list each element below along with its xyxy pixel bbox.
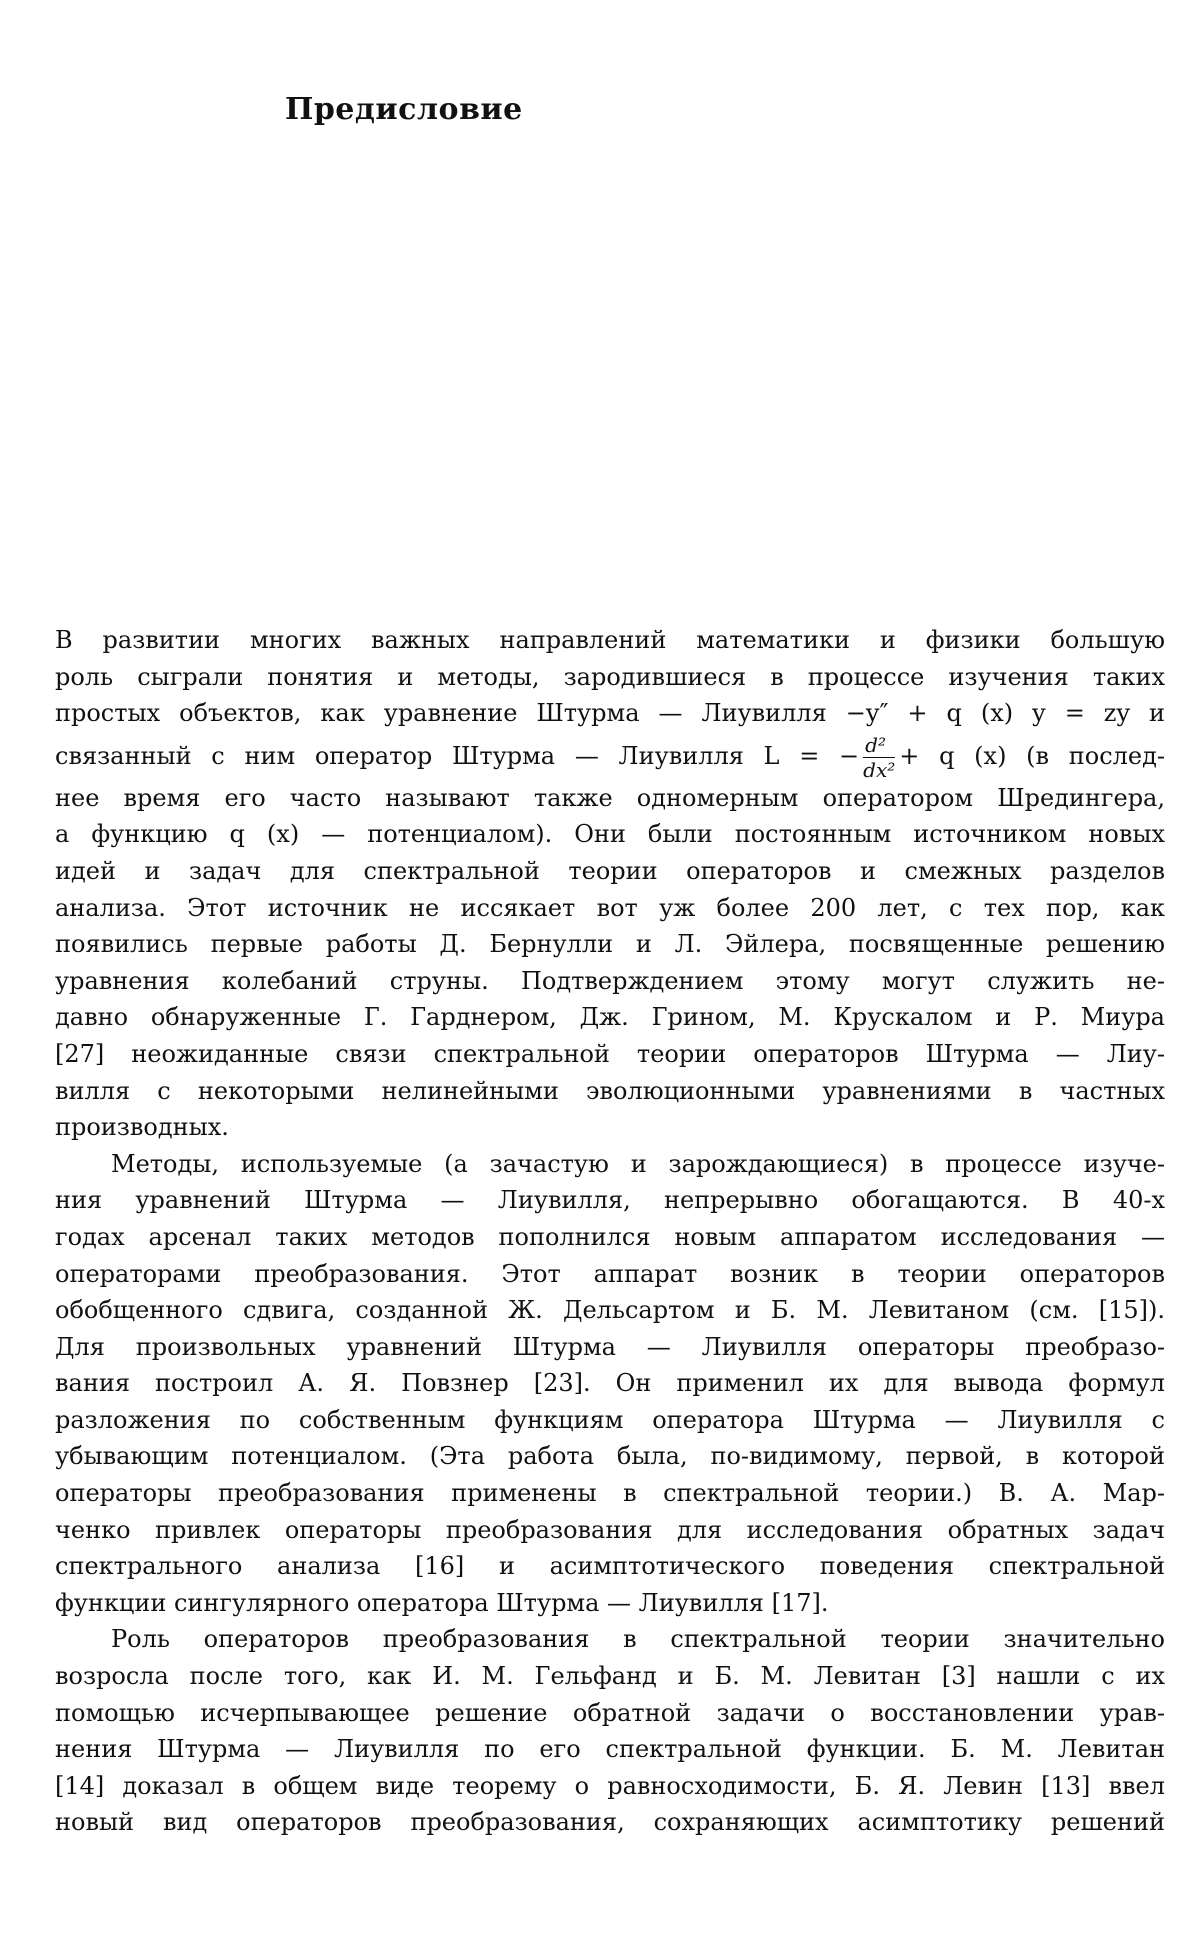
fraction-numerator: d² <box>863 735 895 758</box>
text-line: спектрального анализа [16] и асимптотического поведения спектральной <box>55 1552 1165 1581</box>
text-line: функции сингулярного оператора Штурма — Лиувилля [17]. <box>55 1588 829 1617</box>
text-line: идей и задач для спектральной теории операторов и смежных разделов <box>55 856 1165 885</box>
text-line: обобщенного сдвига, созданной Ж. Дельсартом и Б. М. Левитаном (см. [15]). <box>55 1296 1165 1325</box>
text-line: ния уравнений Штурма — Лиувилля, непрерывно обогащаются. В 40-х <box>55 1186 1165 1215</box>
text-line: простых объектов, как уравнение Штурма — Лиувилля −y″ + q (x) y = zy и <box>55 699 1165 728</box>
text-line: убывающим потенциалом. (Эта работа была, по-видимому, первой, в которой <box>55 1442 1165 1471</box>
text-line-tail: + q (x) (в послед- <box>899 741 1165 770</box>
text-line: Методы, используемые (а зачастую и зарождающиеся) в процессе изуче- <box>111 1149 1165 1178</box>
text-line: помощью исчерпывающее решение обратной задачи о восстановлении урав- <box>55 1698 1165 1727</box>
body-text <box>55 622 1165 1841</box>
text-line: давно обнаруженные Г. Гарднером, Дж. Грином, М. Крускалом и Р. Миура <box>55 1003 1165 1032</box>
text-line: роль сыграли понятия и методы, зародившиеся в процессе изучения таких <box>55 662 1165 691</box>
text-line: вилля с некоторыми нелинейными эволюционными уравнениями в частных <box>55 1076 1165 1105</box>
text-line: разложения по собственным функциям оператора Штурма — Лиувилля с <box>55 1405 1165 1434</box>
text-line: Для произвольных уравнений Штурма — Лиувилля операторы преобразо- <box>55 1332 1165 1361</box>
text-line: вания построил А. Я. Повзнер [23]. Он применил их для вывода формул <box>55 1369 1165 1398</box>
text-line: операторами преобразования. Этот аппарат возник в теории операторов <box>55 1259 1165 1288</box>
fraction-denominator: dx² <box>863 757 896 782</box>
text-line: В развитии многих важных направлений математики и физики большую <box>55 626 1165 654</box>
text-line: нения Штурма — Лиувилля по его спектральной функции. Б. М. Левитан <box>55 1735 1165 1764</box>
text-line: [27] неожиданные связи спектральной теории операторов Штурма — Лиу- <box>55 1039 1165 1068</box>
operator-formula-line <box>55 732 1165 780</box>
text-line: новый вид операторов преобразования, сохраняющих асимптотику решений <box>55 1808 1165 1837</box>
text-line: Роль операторов преобразования в спектральной теории значительно <box>111 1625 1165 1654</box>
paragraph-3 <box>55 1621 1165 1841</box>
text-line: возросла после того, как И. М. Гельфанд и Б. М. Левитан [3] нашли с их <box>55 1662 1165 1691</box>
paragraph-1 <box>55 622 1165 1146</box>
text-line: появились первые работы Д. Бернулли и Л. Эйлера, посвященные решению <box>55 930 1165 959</box>
paragraph-2 <box>55 1146 1165 1622</box>
text-line: а функцию q (x) — потенциалом). Они были постоянным источником новых <box>55 820 1165 849</box>
text-line: производных. <box>55 1113 229 1142</box>
text-line: годах арсенал таких методов пополнился новым аппаратом исследования — <box>55 1222 1165 1251</box>
text-line: ченко привлек операторы преобразования для исследования обратных задач <box>55 1515 1165 1544</box>
text-line: нее время его часто называют также одномерным оператором Шредингера, <box>55 783 1165 812</box>
text-line: анализа. Этот источник не иссякает вот уж более 200 лет, с тех пор, как <box>55 893 1165 922</box>
page-title: Предисловие <box>285 92 523 127</box>
text-line: уравнения колебаний струны. Подтверждением этому могут служить не- <box>55 966 1165 995</box>
text-line: [14] доказал в общем виде теорему о равносходимости, Б. Я. Левин [13] ввел <box>55 1771 1165 1800</box>
text-line: операторы преобразования применены в спектральной теории.) В. А. Мар- <box>55 1479 1165 1508</box>
fraction <box>863 732 896 782</box>
text-line-head: связанный с ним оператор Штурма — Лиувилля L = − <box>55 741 860 770</box>
